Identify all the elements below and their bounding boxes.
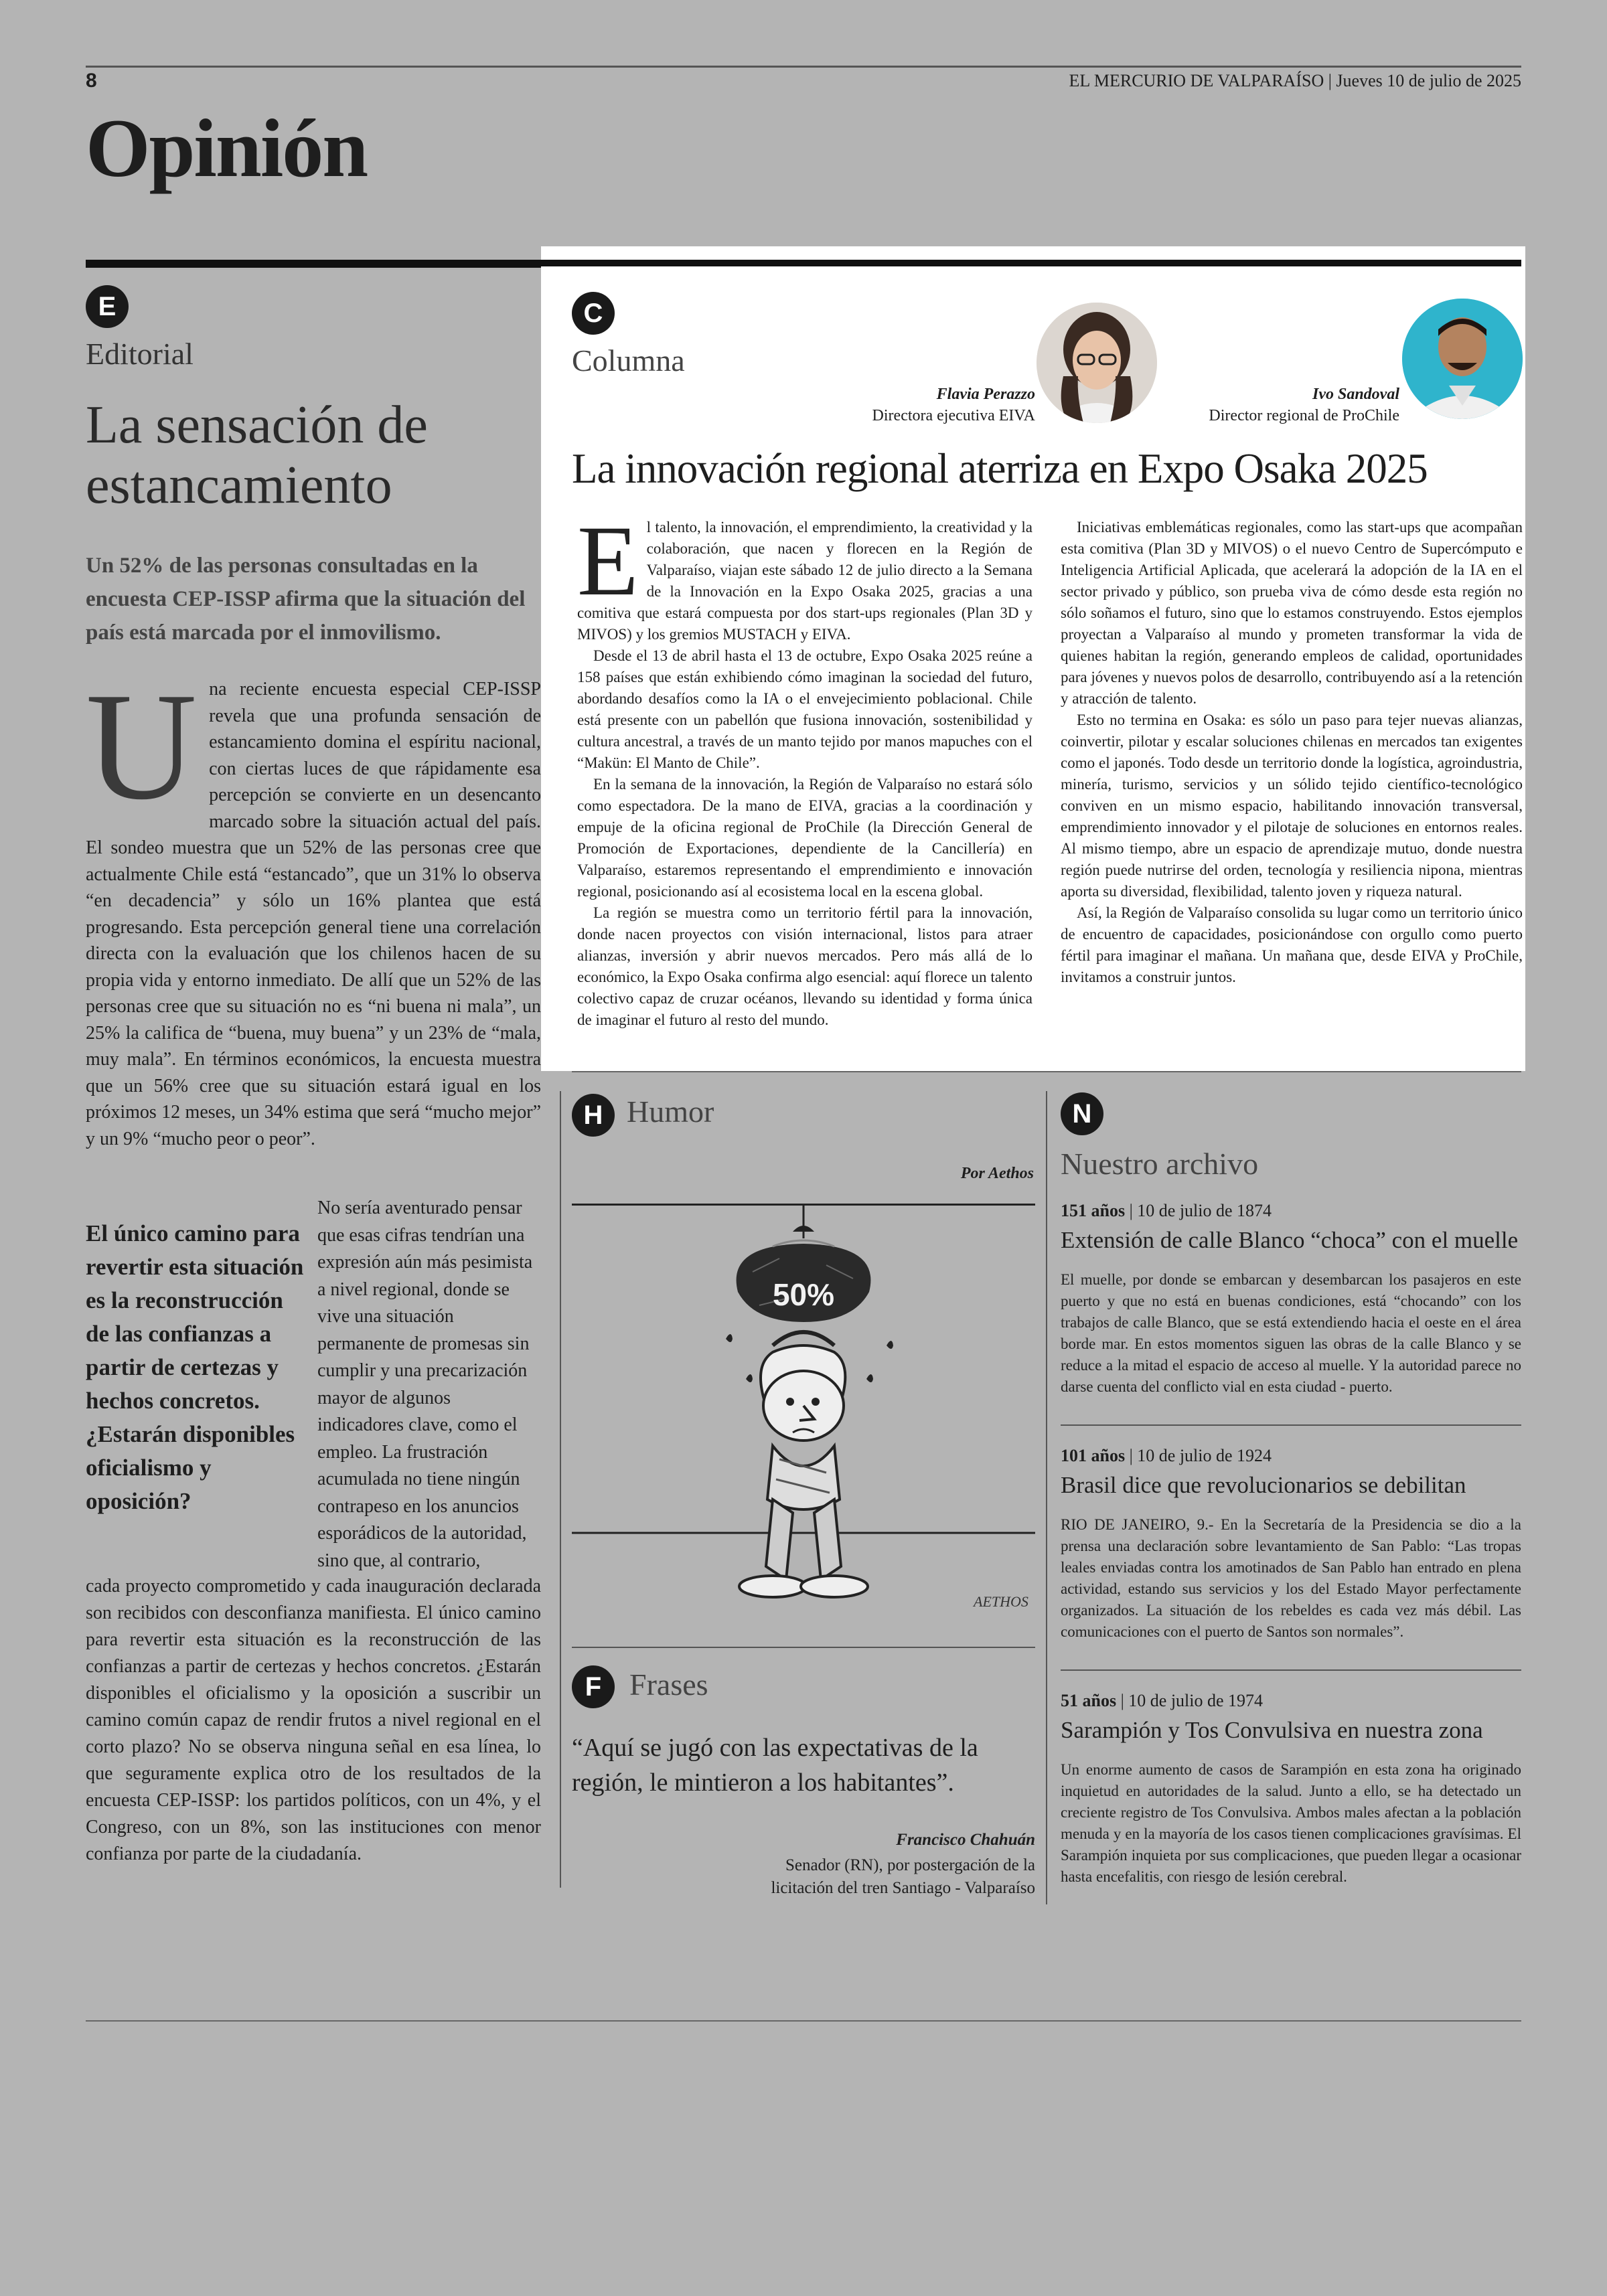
editorial-body-2: No sería aventurado pensar que esas cifras tendrían una expresión aún más pesimista a nivel regional, donde se vive una situación permanente de promesas sin cumplir y una precarización mayor de algunos indicadores clave, como el empleo. La frustración acumulada no tiene ningún contrapeso en los anuncios esporádicos de la autoridad, sino que, al contrario, xyxy=(317,1198,533,1571)
archivo-divider-2 xyxy=(1061,1669,1521,1671)
frases-kicker: Frases xyxy=(629,1667,708,1702)
column-left-p2: Desde el 13 de abril hasta el 13 de octubre, Expo Osaka 2025 reúne a 158 países que están exhibiendo cómo imaginan la sociedad del futuro, abordando desafíos como la IA o el envejecimiento poblacional. Chile está presente con un pabellón que fusiona innovación, sostenibilidad y cultura ancestral, a través de un manto tejido por manos mapuches con el “Makün: El Manto de Chile”. xyxy=(577,647,1032,771)
frases-badge: F xyxy=(572,1665,615,1708)
archivo-divider-1 xyxy=(1061,1424,1521,1426)
humor-badge: H xyxy=(572,1094,615,1137)
section-title: Opinión xyxy=(86,102,368,194)
frases-quote: “Aquí se jugó con las expectativas de la región, le mintieron a los habitantes”. xyxy=(572,1734,978,1797)
editorial-kicker: Editorial xyxy=(86,337,194,371)
archivo-item-title: Sarampión y Tos Convulsiva en nuestra zona xyxy=(1061,1717,1483,1743)
editorial-body-3: cada proyecto comprometido y cada inauguración declarada son recibidos con desconfianza manifiesta. El único camino para revertir esta situación es la reconstrucción de las confianzas a partir de certezas y hechos concretos. ¿Estarán disponibles el oficialismo y la oposición a suscribir un camino común capaz de rendir frutos a nivel regional en el corto plazo? No se observa ninguna señal en esa línea, lo que seguramente explica otro de los resultados de la encuesta CEP-ISSP: los partidos políticos, con un 4%, y el Congreso, con un 8%, son las instituciones con menor confianza por parte de la ciudadanía. xyxy=(86,1576,541,1864)
divider-left xyxy=(560,1091,561,1888)
editorial-dropcap: U xyxy=(86,661,198,831)
editorial-body-1: na reciente encuesta especial CEP-ISSP revela que una profunda sensación de estancamiento domina el espíritu nacional, con ciertas luces de que rápidamente esa percepción se convierte en un desencanto marcado sobre la situación actual del país. El sondeo muestra que un 52% de las personas cree que actualmente Chile está “estancado”, que un 31% lo observa “en decadencia” y sólo un 16% plantea que está progresando. Esta percepción general tiene una correlación directa con la evaluación que los chilenos hacen de su propia vida y entorno inmediato. De allí que un 52% de las personas cree que su situación no es “ni buena ni mala”, un 25% la califica de “buena, muy buena” y un 23% de “mala, muy mala”. En términos económicos, la encuesta muestra que un 56% cree que su situación estará igual en los próximos 12 meses, un 34% estima que será “mucho mejor” y un 9% “mucho peor o peor”. xyxy=(86,679,541,1149)
author1-photo xyxy=(1037,303,1157,423)
author2-role: Director regional de ProChile xyxy=(1209,407,1399,424)
archivo-item-1 xyxy=(1061,1201,1521,1398)
column-left-text xyxy=(577,505,1032,1031)
cartoon-sack-label: 50% xyxy=(772,1277,835,1312)
cartoon-signature: AETHOS xyxy=(974,1593,1028,1610)
archivo-badge: N xyxy=(1061,1092,1103,1135)
column-right-p1: Iniciativas emblemáticas regionales, como las start-ups que acompañan esta comitiva (Plan 3D y MIVOS) o el nuevo Centro de Supercómputo e Inteligencia Artificial Aplicada, que acelerará la adopción de la IA en el sector privado y público, son prueba viva de cómo desde esta región no sólo soñamos el futuro, sino que lo estamos construyendo. Estos ejemplos proyectan a Valparaíso al mundo y prometen transformar la vida de quienes habitan la región, generando empleos de calidad, oportunidades para jóvenes y nuevos polos de desarrollo, contribuyendo así a la retención y atracción de talento. xyxy=(1061,519,1523,707)
frases-role: Senador (RN), por postergación de la licitación del tren Santiago - Valparaíso xyxy=(771,1856,1035,1897)
archivo-item-body: El muelle, por donde se embarcan y desembarcan los pasajeros en este puerto y que no está en buenas condiciones, está “chocando” con los trabajos de calle Blanco, que se está extendiendo hacia el oeste en el área borde mar. En estos momentos siguen las obras de la calle Blanco y se reduce a la mitad el espacio de acceso al muelle. Y la autoridad parece no darse cuenta del conflicto vial en esta ciudad - puerto. xyxy=(1061,1271,1521,1395)
humor-byline: Por Aethos xyxy=(960,1165,1034,1182)
author1-role: Directora ejecutiva EIVA xyxy=(872,407,1035,424)
column-kicker: Columna xyxy=(572,343,685,378)
editorial-badge: E xyxy=(86,285,129,328)
page-number: 8 xyxy=(86,70,97,92)
column-left-p1: l talento, la innovación, el emprendimiento, la creatividad y la colaboración, que nacen y florecen en la Región de Valparaíso, viajan este sábado 12 de julio directo a la Semana de la Innovación en la Expo Osaka 2025, gracias a una comitiva que estará compuesta por dos start-ups regionales (Plan 3D y MIVOS) y los gremios MUSTACH y EIVA. xyxy=(577,519,1032,643)
column-right-p2: Esto no termina en Osaka: es sólo un paso para tejer nuevas alianzas, coinvertir, pilotar y escalar soluciones chilenas en mercados tan exigentes como el japonés. Todo desde un territorio donde la logística, agroindustria, minería, turismo, servicios y un sólido tejido científico-tecnológico conviven en un mismo espacio, habilitando innovación transversal, emprendimiento innovador y el pilotaje de soluciones en entornos reales. Al mismo tiempo, abre un espacio de aprendizaje mutuo, donde nuestra región puede nutrirse del orden, tecnología y resiliencia nipona, mientras aporta su diversidad, flexibilidad, talento joven y riqueza natural. xyxy=(1061,712,1523,900)
archivo-item-title: Brasil dice que revolucionarios se debilitan xyxy=(1061,1472,1466,1498)
author2-photo xyxy=(1402,299,1523,419)
archivo-item-body: RIO DE JANEIRO, 9.- En la Secretaría de la Presidencia se dio a la prensa una declaración sobre levantamiento de San Pablo: “Las tropas leales enviadas contra los amotinados de San Pablo han entrado en plena actividad, estando sus servicios y los del Estado Mayor perfectamente organizados. La situación de los rebeldes es cada vez más débil. Las comunicaciones con el puerto de Santos son normales”. xyxy=(1061,1516,1521,1640)
editorial-pullquote: El único camino para revertir esta situación es la reconstrucción de las confianzas a partir de certezas y hechos concretos. ¿Estarán disponibles oficialismo y oposición? xyxy=(86,1220,304,1514)
column-right-p3: Así, la Región de Valparaíso consolida su lugar como un territorio único de encuentro de capacidades, posicionándose con orgullo como puerto fértil para imaginar el mañana. Un mañana que, desde EIVA y ProChile, invitamos a construir juntos. xyxy=(1061,904,1523,985)
archivo-item-years: 151 años xyxy=(1061,1201,1126,1220)
author2-name: Ivo Sandoval xyxy=(1312,386,1399,403)
editorial-lead: Un 52% de las personas consultadas en la encuesta CEP-ISSP afirma que la situación del país está marcada por el inmovilismo. xyxy=(86,554,526,645)
humor-cartoon xyxy=(572,1205,1035,1633)
editorial-body-top xyxy=(86,661,541,1152)
section-rule-over-panel xyxy=(541,260,1521,266)
archivo-kicker: Nuestro archivo xyxy=(1061,1147,1259,1181)
column-left-p3: En la semana de la innovación, la Región de Valparaíso no estará sólo como espectadora. De la mano de EIVA, gracias a la coordinación y empuje de la oficina regional de ProChile (la Dirección General de Promoción de Exportaciones, dependiente de la Cancillería) en Valparaíso, estaremos representando el emprendimiento e innovación regional, posicionando así al ecosistema local en la escena global. xyxy=(577,776,1032,900)
column-badge: C xyxy=(572,292,615,335)
top-rule xyxy=(86,66,1521,68)
column-headline: La innovación regional aterriza en Expo Osaka 2025 xyxy=(572,445,1428,492)
masthead: EL MERCURIO DE VALPARAÍSO | Jueves 10 de julio de 2025 xyxy=(1069,71,1521,90)
archivo-item-date: | 10 de julio de 1974 xyxy=(1120,1691,1264,1710)
archivo-item-date: | 10 de julio de 1924 xyxy=(1129,1446,1272,1465)
frases-author: Francisco Chahuán xyxy=(896,1831,1035,1849)
archivo-item-body: Un enorme aumento de casos de Sarampión en esta zona ha originado inquietud en autoridades de la salud. Junto a ello, se ha detectado un creciente registro de Tos Convulsiva. Ambos males afectan a la población menuda y en la mayoría de los casos tienen complicaciones gravísimas. El Sarampión inquieta por sus complicaciones, que pueden llegar a ocasionar hasta encefalitis, con riesgo de lesión cerebral. xyxy=(1061,1761,1521,1885)
humor-bottom-rule xyxy=(572,1647,1035,1648)
column-bottom-rule xyxy=(572,1071,1521,1072)
archivo-item-years: 51 años xyxy=(1061,1691,1117,1710)
archivo-item-years: 101 años xyxy=(1061,1446,1126,1465)
editorial-headline: La sensación de estancamiento xyxy=(86,396,428,515)
archivo-item-3 xyxy=(1061,1691,1521,1888)
divider-right xyxy=(1046,1091,1047,1904)
archivo-item-2 xyxy=(1061,1446,1521,1643)
column-right-text xyxy=(1061,517,1523,988)
bottom-rule xyxy=(86,2020,1521,2022)
column-left-p4: La región se muestra como un territorio fértil para la innovación, donde nacen proyectos con visión internacional, listos para atraer alianzas, inversión y abrir nuevos mercados. Pero más allá de lo económico, la Expo Osaka confirma algo esencial: aquí florece un talento colectivo capaz de cruzar océanos, llevando su identidad y forma única de imaginar el futuro al resto del mundo. xyxy=(577,904,1032,1028)
column-dropcap: E xyxy=(577,505,639,617)
humor-kicker: Humor xyxy=(627,1094,714,1129)
archivo-item-date: | 10 de julio de 1874 xyxy=(1129,1201,1272,1220)
archivo-item-title: Extensión de calle Blanco “choca” con el muelle xyxy=(1061,1227,1519,1253)
author1-name: Flavia Perazzo xyxy=(936,386,1035,403)
